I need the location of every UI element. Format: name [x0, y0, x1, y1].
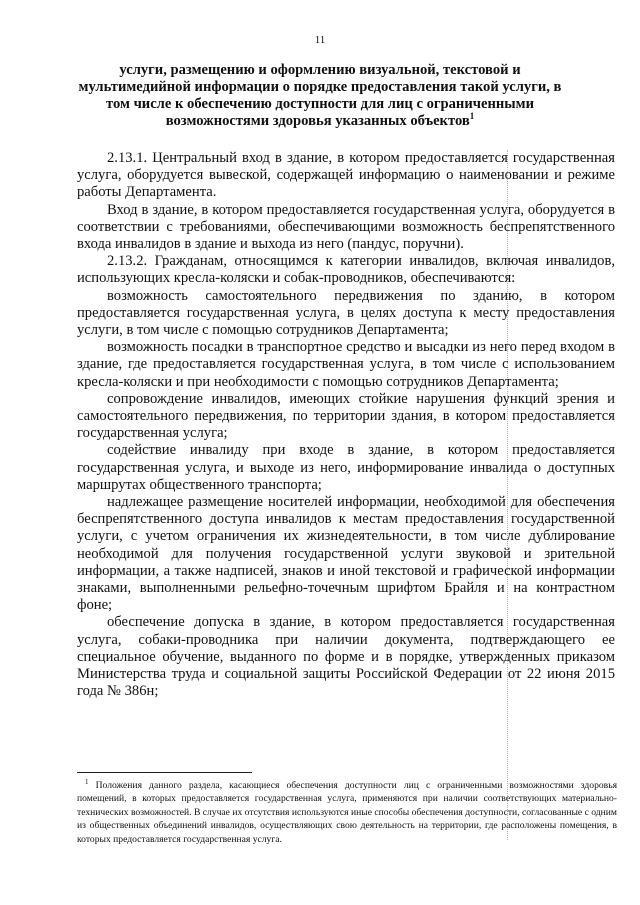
footnote-text: Положения данного раздела, касающиеся обеспечения доступности лиц с ограниченными возможностями здоровья помещений, в которых предоставляется государственная услуга, применяются при наличии соответствующих материально-технических возможностей. В случае их отсутствия используются иные способы обеспечения доступности, согласованные с одним из общественных объединений инвалидов, осуществляющих свою деятельность на территории, где расположены помещения, в которых предоставляется государственная услуга.	[77, 780, 617, 845]
list-item-guide-dog: обеспечение допуска в здание, в котором предоставляется государственная услуга, собаки-проводника при наличии документа, подтверждающего ее специальное обучение, выданного по форме и в порядке, утвержденных приказом Министерства труда и социальной защиты Российской Федерации от 22 июня 2015 года № 386н;	[77, 614, 615, 700]
footnote-reference: 1	[469, 111, 475, 122]
list-item-transport: возможность посадки в транспортное средство и высадки из него перед входом в здание, где предоставляется государственная услуга, в том числе с использованием кресла-коляски и при необходимости с помощью сотрудников Департамента;	[77, 339, 615, 390]
footnote	[77, 779, 617, 846]
list-item-information: надлежащее размещение носителей информации, необходимой для обеспечения беспрепятственного доступа инвалидов к местам предоставления государственной услуги, с учетом ограничения их жизнедеятельности, в том числе дублирование необходимой для получения государственной услуги звуковой и зрительной информации, а также надписей, знаков и иной текстовой и графической информации знаками, выполненными рельефно-точечным шрифтом Брайля и на контрастном фоне;	[77, 494, 615, 614]
list-item-escort: сопровождение инвалидов, имеющих стойкие нарушения функций зрения и самостоятельного передвижения, по территории здания, в котором предоставляется государственная услуга;	[77, 390, 615, 442]
section-heading-text: услуги, размещению и оформлению визуальной, текстовой и мультимедийной информации о порядке предоставления такой услуги, в том числе к обеспечению доступности для лиц с ограниченными возможностями здоровья указанных объектов	[78, 62, 562, 129]
paragraph-entrance: Вход в здание, в котором предоставляется государственная услуга, оборудуется в соответствии с требованиями, обеспечивающими возможность беспрепятственного входа инвалидов в здание и выхода из него (пандус, поручни).	[77, 201, 615, 253]
page-number: 11	[314, 34, 326, 46]
body-text	[77, 150, 615, 701]
footnote-marker: 1	[85, 777, 89, 786]
paragraph-2-13-1: 2.13.1. Центральный вход в здание, в котором предоставляется государственная услуга, оборудуется вывеской, содержащей информацию о наименовании и режиме работы Департамента.	[77, 150, 615, 201]
section-heading	[70, 62, 570, 130]
list-item-movement: возможность самостоятельного передвижения по зданию, в котором предоставляется государственная услуга, в целях доступа к месту предоставления услуги, в том числе с помощью сотрудников Департамента;	[77, 287, 615, 339]
list-item-assistance: содействие инвалиду при входе в здание, в котором предоставляется государственная услуга, и выходе из него, информирование инвалида о доступных маршрутах общественного транспорта;	[77, 442, 615, 493]
paragraph-2-13-2: 2.13.2. Гражданам, относящимся к категории инвалидов, включая инвалидов, использующих кресла-коляски и собак-проводников, обеспечиваются:	[77, 253, 615, 287]
footnote-divider	[77, 772, 252, 773]
